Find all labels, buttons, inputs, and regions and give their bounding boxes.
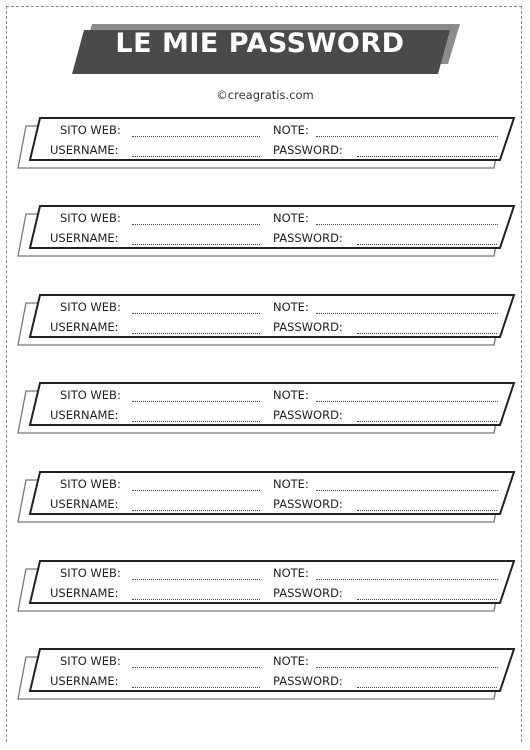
- note-label: NOTE:: [273, 388, 309, 402]
- site-field[interactable]: [132, 579, 260, 580]
- password-entry-card: [16, 466, 516, 526]
- username-label: USERNAME:: [50, 231, 119, 245]
- password-entry-card: [16, 555, 516, 615]
- note-field[interactable]: [316, 136, 498, 137]
- copyright-text: ©creagratis.com: [216, 88, 314, 102]
- page-title: LE MIE PASSWORD: [115, 28, 405, 59]
- password-entry-card: [16, 377, 516, 437]
- password-label: PASSWORD:: [273, 143, 343, 157]
- password-field[interactable]: [357, 156, 497, 157]
- password-label: PASSWORD:: [273, 674, 343, 688]
- password-label: PASSWORD:: [273, 408, 343, 422]
- note-field[interactable]: [316, 667, 498, 668]
- note-label: NOTE:: [273, 566, 309, 580]
- username-field[interactable]: [132, 687, 260, 688]
- site-field[interactable]: [132, 490, 260, 491]
- username-field[interactable]: [132, 333, 260, 334]
- username-field[interactable]: [132, 510, 260, 511]
- username-label: USERNAME:: [50, 674, 119, 688]
- password-entry-card: [16, 289, 516, 349]
- password-field[interactable]: [357, 510, 497, 511]
- password-field[interactable]: [357, 333, 497, 334]
- password-entry-card: [16, 643, 516, 703]
- site-label: SITO WEB:: [60, 477, 121, 491]
- username-field[interactable]: [132, 421, 260, 422]
- username-label: USERNAME:: [50, 408, 119, 422]
- site-label: SITO WEB:: [60, 566, 121, 580]
- password-entry-card: [16, 112, 516, 172]
- note-field[interactable]: [316, 224, 498, 225]
- note-label: NOTE:: [273, 300, 309, 314]
- password-entry-card: [16, 200, 516, 260]
- username-field[interactable]: [132, 599, 260, 600]
- site-field[interactable]: [132, 401, 260, 402]
- password-field[interactable]: [357, 421, 497, 422]
- site-label: SITO WEB:: [60, 654, 121, 668]
- note-field[interactable]: [316, 313, 498, 314]
- username-label: USERNAME:: [50, 143, 119, 157]
- password-field[interactable]: [357, 244, 497, 245]
- username-field[interactable]: [132, 244, 260, 245]
- site-label: SITO WEB:: [60, 211, 121, 225]
- note-label: NOTE:: [273, 477, 309, 491]
- site-label: SITO WEB:: [60, 388, 121, 402]
- site-field[interactable]: [132, 224, 260, 225]
- username-field[interactable]: [132, 156, 260, 157]
- password-label: PASSWORD:: [273, 586, 343, 600]
- note-field[interactable]: [316, 401, 498, 402]
- site-field[interactable]: [132, 136, 260, 137]
- note-field[interactable]: [316, 490, 498, 491]
- site-field[interactable]: [132, 667, 260, 668]
- password-field[interactable]: [357, 687, 497, 688]
- password-field[interactable]: [357, 599, 497, 600]
- note-label: NOTE:: [273, 211, 309, 225]
- site-label: SITO WEB:: [60, 300, 121, 314]
- username-label: USERNAME:: [50, 497, 119, 511]
- note-field[interactable]: [316, 579, 498, 580]
- site-field[interactable]: [132, 313, 260, 314]
- password-label: PASSWORD:: [273, 497, 343, 511]
- note-label: NOTE:: [273, 654, 309, 668]
- username-label: USERNAME:: [50, 320, 119, 334]
- username-label: USERNAME:: [50, 586, 119, 600]
- password-label: PASSWORD:: [273, 320, 343, 334]
- note-label: NOTE:: [273, 123, 309, 137]
- password-label: PASSWORD:: [273, 231, 343, 245]
- site-label: SITO WEB:: [60, 123, 121, 137]
